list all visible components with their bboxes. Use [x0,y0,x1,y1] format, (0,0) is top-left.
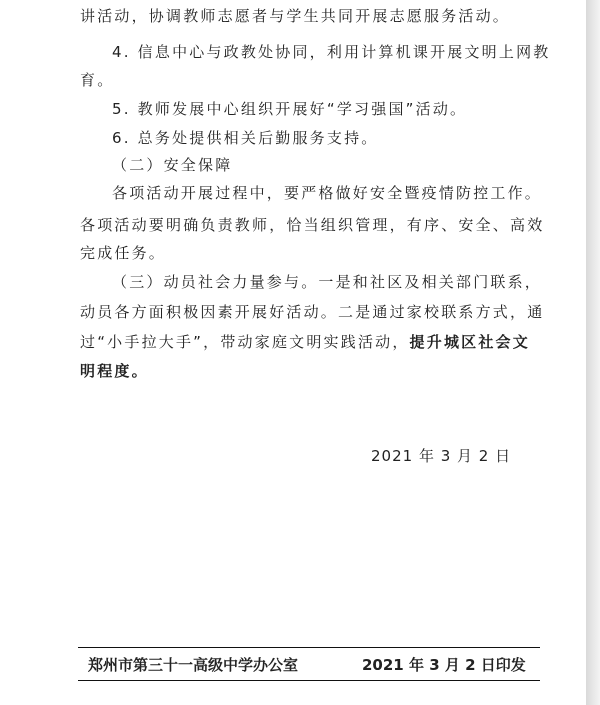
footer-bottom-rule [78,680,540,681]
body-line-3: 育。 [80,71,115,89]
body-line-11: 动员各方面积极因素开展好活动。二是通过家校联系方式，通 [80,303,545,321]
signature-date: 2021 年 3 月 2 日 [371,447,512,465]
body-line-4: 5. 教师发展中心组织开展好“学习强国”活动。 [112,100,468,118]
body-line-7: 各项活动开展过程中，要严格做好安全暨疫情防控工作。 [112,184,543,202]
section-heading-safety: （二）安全保障 [112,156,233,174]
body-line-5: 6. 总务处提供相关后勤服务支持。 [112,129,379,147]
body-line-2: 4. 信息中心与政教处协同，利用计算机课开展文明上网教 [112,43,551,61]
body-line-8: 各项活动要明确负责教师，恰当组织管理，有序、安全、高效 [80,216,545,234]
body-line-13: 明程度。 [80,362,149,380]
footer-issue-date: 2021 年 3 月 2 日印发 [362,656,526,674]
footer-top-rule [78,647,540,648]
page-edge-shadow [586,0,600,705]
body-line-12-bold: 提升城区社会文 [409,333,530,351]
body-line-1: 讲活动，协调教师志愿者与学生共同开展志愿服务活动。 [80,7,511,25]
footer-office: 郑州市第三十一高级中学办公室 [88,656,299,674]
body-line-12 [80,332,530,352]
body-line-10: （三）动员社会力量参与。一是和社区及相关部门联系， [112,273,543,291]
body-line-12-text: 过“小手拉大手”，带动家庭文明实践活动， [80,333,410,351]
body-line-9: 完成任务。 [80,244,167,262]
